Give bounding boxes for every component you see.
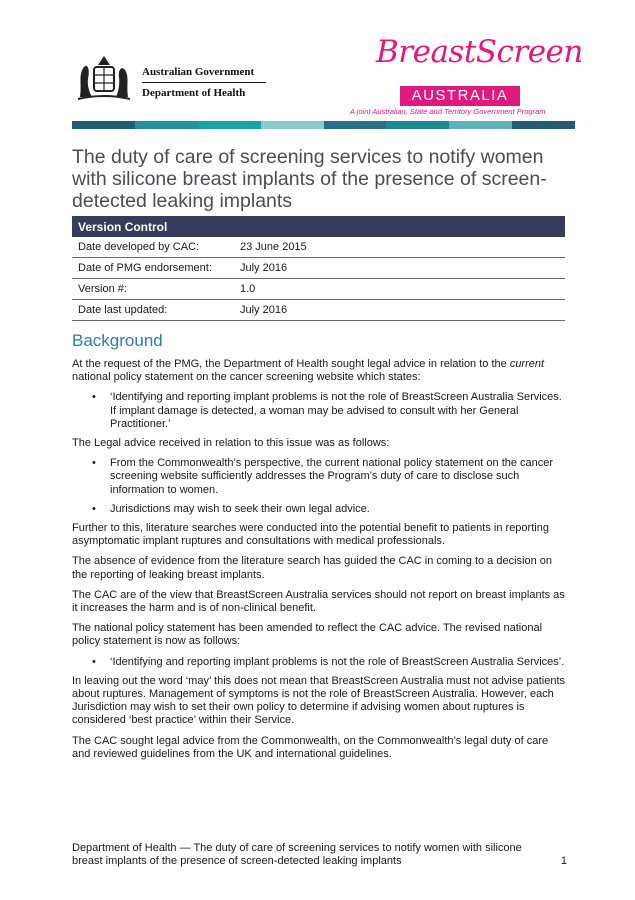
row-value: July 2016	[234, 258, 565, 279]
breastscreen-logo-text: BreastScreen	[376, 34, 583, 70]
list-item: • Jurisdictions may wish to seek their own legal advice.	[72, 503, 567, 516]
paragraph-text: national policy statement on the cancer screening website which states:	[72, 371, 421, 384]
bullet-list	[72, 656, 567, 669]
row-value: 23 June 2015	[234, 237, 565, 258]
page-number: 1	[560, 855, 567, 867]
bullet-list	[72, 391, 567, 431]
paragraph-text: At the request of the PMG, the Department of Health sought legal advice in relation to the	[72, 358, 510, 370]
version-control-table	[72, 216, 565, 321]
paragraph: Further to this, literature searches were conducted into the potential benefit to patients in reporting asymptomatic implant ruptures and consultations with medical professionals.	[72, 522, 549, 548]
header-color-stripe	[72, 121, 575, 129]
table-row	[72, 258, 565, 279]
background-heading: Background	[72, 331, 163, 350]
breastscreen-tagline: A joint Australian, State and Territory Government Program	[350, 107, 546, 116]
row-label: Date of PMG endorsement:	[72, 258, 234, 279]
version-control-heading: Version Control	[72, 216, 565, 237]
stripe-segment	[135, 121, 198, 129]
row-value: 1.0	[234, 279, 565, 300]
table-row	[72, 237, 565, 258]
government-name: Australian Government	[142, 66, 266, 83]
page-footer	[72, 842, 567, 868]
stripe-segment	[449, 121, 512, 129]
list-item: • ‘Identifying and reporting implant problems is not the role of BreastScreen Australia Services. If implant damage is detected, a woman may be advised to consult with her General Practitioner.’	[72, 391, 567, 431]
paragraph: The absence of evidence from the literature search has guided the CAC in coming to a decision on the reporting of leaking breast implants.	[72, 555, 552, 581]
department-name: Department of Health	[142, 87, 246, 99]
page-header	[0, 0, 635, 130]
paragraph: The CAC sought legal advice from the Commonwealth, on the Commonwealth’s legal duty of care and reviewed guidelines from the UK and international guidelines.	[72, 734, 549, 760]
table-row	[72, 300, 565, 321]
row-label: Date last updated:	[72, 300, 234, 321]
bullet-list	[72, 457, 567, 516]
row-label: Date developed by CAC:	[72, 237, 234, 258]
stripe-segment	[198, 121, 261, 129]
footer-text: Department of Health — The duty of care of screening services to notify women with silicone breast implants of the presence of screen-detected leaking implants	[72, 842, 522, 867]
paragraph: The national policy statement has been amended to reflect the CAC advice. The revised national policy statement is now as follows:	[72, 622, 543, 648]
stripe-segment	[324, 121, 387, 129]
list-item: • From the Commonwealth’s perspective, the current national policy statement on the cancer screening website sufficiently addresses the Program’s duty of care to disclose such information to women.	[72, 457, 567, 497]
table-row	[72, 279, 565, 300]
row-value: July 2016	[234, 300, 565, 321]
paragraph: In leaving out the word ‘may’ this does not mean that BreastScreen Australia must not advise patients about ruptures. Management of symptoms is not the role of BreastScreen Australia. However, each Jurisdiction may wish to set their own policy to determine if advising women about ruptures is considered ‘best practice’ within their Service.	[72, 674, 566, 727]
document-body	[72, 358, 567, 768]
paragraph	[72, 358, 567, 384]
list-item: • ‘Identifying and reporting implant problems is not the role of BreastScreen Australia Services’.	[72, 656, 567, 669]
row-label: Version #:	[72, 279, 234, 300]
breastscreen-country-band: AUSTRALIA	[400, 86, 520, 106]
emphasis-text: current	[509, 358, 545, 370]
stripe-segment	[512, 121, 575, 129]
stripe-segment	[261, 121, 324, 129]
paragraph: The CAC are of the view that BreastScreen Australia services should not report on breast implants as it increases the harm and is of non-clinical benefit.	[72, 588, 565, 615]
stripe-segment	[386, 121, 449, 129]
paragraph: The Legal advice received in relation to this issue was as follows:	[72, 437, 390, 450]
coat-of-arms-icon	[72, 53, 136, 103]
document-title: The duty of care of screening services to notify women with silicone breast implants of the presence of screen-detected leaking implants	[72, 146, 547, 212]
government-logo-text	[142, 66, 266, 99]
stripe-segment	[72, 121, 135, 129]
